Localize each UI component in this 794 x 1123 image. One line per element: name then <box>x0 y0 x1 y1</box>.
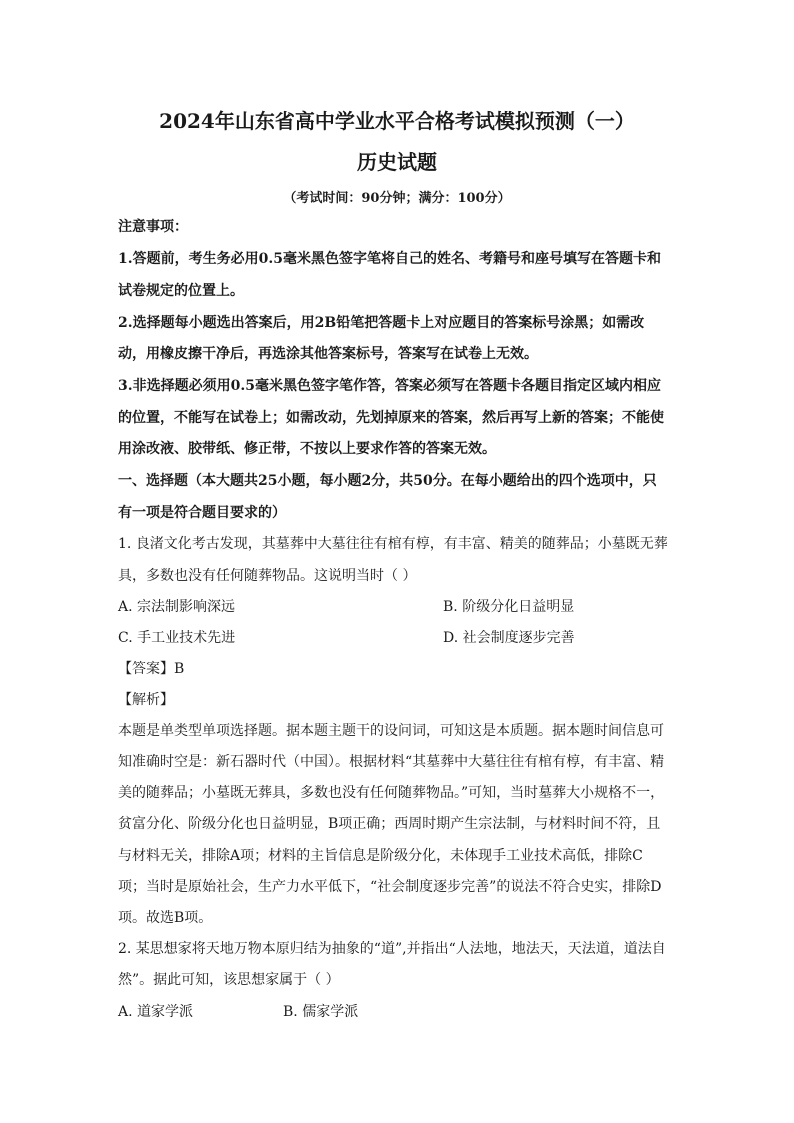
question-1-analysis-label: 【解析】 <box>118 692 174 708</box>
exam-info: （考试时间：90分钟；满分：100分） <box>283 191 511 206</box>
notice-heading: 注意事项： <box>118 219 188 235</box>
notice-line: 3.非选择题必须用0.5毫米黑色签字笔作答，答案必须写在答题卡各题目指定区域内相应 <box>118 378 661 394</box>
question-1-stem: 1. 良渚文化考古发现，其墓葬中大墓往往有棺有椁，有丰富、精美的随葬品；小墓既无葬 <box>118 536 668 552</box>
question-2-option-b: B. 儒家学派 <box>283 1004 359 1020</box>
section-heading: 有一项是符合题目要求的） <box>118 505 286 521</box>
question-1-analysis-line: 美的随葬品；小墓既无葬具，多数也没有任何随葬物品。”可知，当时墓葬大小规格不一， <box>118 785 665 801</box>
question-1-option-a: A. 宗法制影响深远 <box>118 599 236 615</box>
notice-line: 2.选择题每小题选出答案后，用2B铅笔把答题卡上对应题目的答案标号涂黑；如需改 <box>118 315 645 331</box>
notice-line: 试卷规定的位置上。 <box>118 283 244 299</box>
question-1-analysis-line: 与材料无关，排除A项；材料的主旨信息是阶级分化，未体现手工业技术高低，排除C <box>118 848 643 864</box>
question-1-analysis-line: 项。故选B项。 <box>118 910 213 926</box>
notice-line: 的位置，不能写在试卷上；如需改动，先划掉原来的答案，然后再写上新的答案；不能使 <box>118 410 664 426</box>
question-2-stem: 然”。据此可知，该思想家属于（ ） <box>118 972 340 988</box>
notice-line: 动，用橡皮擦干净后，再选涂其他答案标号，答案写在试卷上无效。 <box>118 346 538 362</box>
question-1-analysis-line: 贫富分化、阶级分化也日益明显，B项正确；西周时期产生宗法制，与材料时间不符，且 <box>118 816 661 832</box>
question-1-option-b: B. 阶级分化日益明显 <box>443 599 575 615</box>
notice-line: 1.答题前，考生务必用0.5毫米黑色签字笔将自己的姓名、考籍号和座号填写在答题卡和 <box>118 251 661 267</box>
question-1-answer: 【答案】B <box>118 661 185 677</box>
notice-line: 用涂改液、胶带纸、修正带，不按以上要求作答的答案无效。 <box>118 441 496 457</box>
subject-title: 历史试题 <box>357 150 437 174</box>
question-1-analysis-line: 项；当时是原始社会，生产力水平低下，“社会制度逐步完善”的说法不符合史实，排除D <box>118 879 662 895</box>
question-2-option-a: A. 道家学派 <box>118 1004 194 1020</box>
question-1-analysis-line: 知准确时空是：新石器时代（中国）。根据材料“其墓葬中大墓往往有棺有椁，有丰富、精 <box>118 754 665 770</box>
question-1-analysis-line: 本题是单类型单项选择题。据本题主题干的设问词，可知这是本质题。据本题时间信息可 <box>118 723 664 739</box>
question-1-stem: 具，多数也没有任何随葬物品。这说明当时（ ） <box>118 568 417 584</box>
section-heading: 一、选择题（本大题共25小题，每小题2分，共50分。在每小题给出的四个选项中，只 <box>118 473 657 489</box>
exam-title: 2024年山东省高中学业水平合格考试模拟预测（一） <box>159 109 635 133</box>
question-1-option-c: C. 手工业技术先进 <box>118 630 236 646</box>
question-2-stem: 2. 某思想家将天地万物本原归结为抽象的“道”,并指出“人法地，地法天，天法道，道法自 <box>118 941 666 957</box>
question-1-option-d: D. 社会制度逐步完善 <box>443 630 575 646</box>
